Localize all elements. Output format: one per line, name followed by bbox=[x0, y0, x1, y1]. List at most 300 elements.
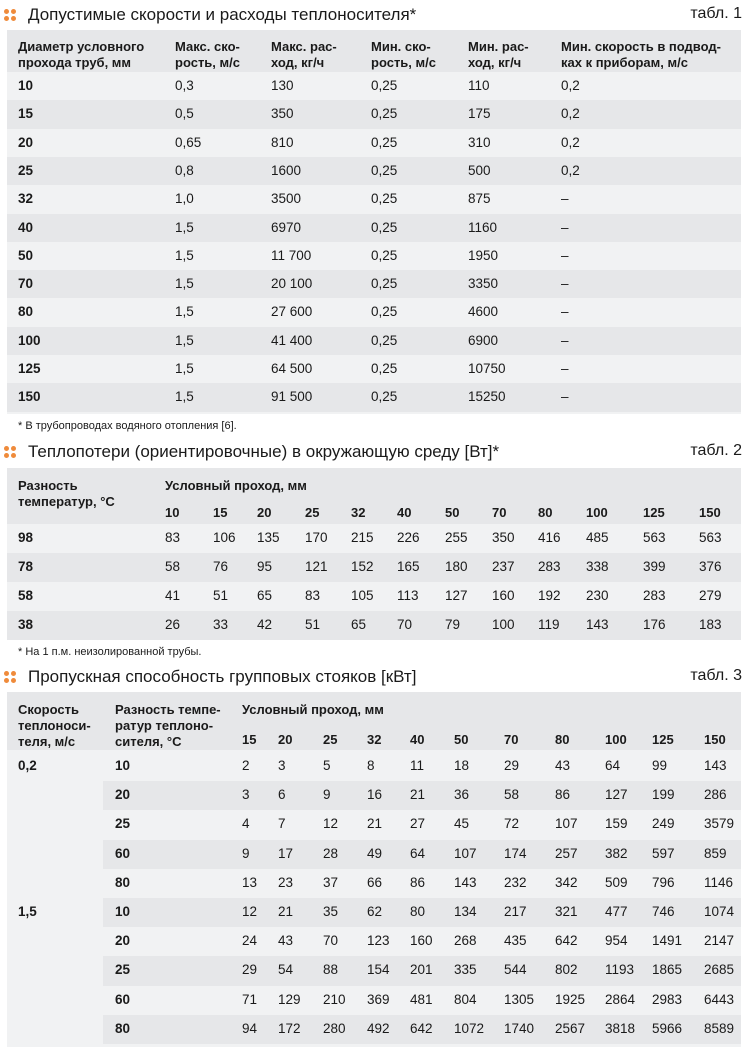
table3-cell: 16 bbox=[367, 787, 383, 803]
table1-column-header: рость, м/с bbox=[371, 55, 436, 70]
table2-cell: 65 bbox=[351, 617, 367, 632]
table1-cell: 0,25 bbox=[371, 276, 398, 292]
table3-column-header: 150 bbox=[704, 732, 726, 747]
table1-cell: 11 700 bbox=[271, 247, 312, 263]
table1-cell: – bbox=[561, 247, 569, 263]
table3-speed-header: теля, м/с bbox=[18, 734, 76, 749]
table1-cell: 20 bbox=[18, 134, 34, 150]
table3-cell: 29 bbox=[242, 962, 258, 978]
table2-cell: 58 bbox=[165, 559, 181, 574]
table2-cell: 350 bbox=[492, 530, 515, 545]
table3-cell: 43 bbox=[555, 758, 571, 773]
table3-cell: 6 bbox=[278, 787, 286, 803]
table1-cell: – bbox=[561, 361, 569, 376]
table3-cell: 746 bbox=[652, 904, 675, 919]
table3-cell: 86 bbox=[555, 787, 571, 803]
table2-cell: 26 bbox=[165, 617, 181, 632]
table3-cell: 143 bbox=[454, 874, 477, 890]
table3-cell: 159 bbox=[605, 816, 628, 832]
table1 bbox=[7, 30, 741, 414]
table1-cell: 15250 bbox=[468, 389, 506, 405]
table3-cell: 27 bbox=[410, 816, 426, 832]
table1-cell: 1160 bbox=[468, 219, 498, 235]
table3-column-header: 125 bbox=[652, 732, 674, 747]
table2-cell: 83 bbox=[165, 530, 181, 545]
table3-cell: 43 bbox=[278, 933, 294, 949]
table3-cell: 804 bbox=[454, 991, 477, 1007]
table3-cell: 2685 bbox=[704, 962, 735, 978]
table3 bbox=[7, 692, 741, 1047]
table2-column-header: 20 bbox=[257, 505, 272, 520]
table2-cell: 79 bbox=[445, 617, 461, 632]
table3-cell: 321 bbox=[555, 904, 578, 919]
table1-cell: – bbox=[561, 276, 569, 292]
table3-dt-value: 25 bbox=[115, 816, 131, 832]
table1-cell: 0,25 bbox=[371, 332, 398, 348]
table1-cell: 0,8 bbox=[175, 162, 194, 178]
table3-column-header: 70 bbox=[504, 732, 519, 747]
table3-cell: 88 bbox=[323, 962, 339, 978]
table2-column-header: 40 bbox=[397, 505, 412, 520]
table2-footnote: * На 1 п.м. неизолированной трубы. bbox=[18, 646, 202, 658]
table3-cell: 3579 bbox=[704, 816, 735, 832]
table3-cell: 954 bbox=[605, 933, 628, 949]
table3-cell: 21 bbox=[278, 904, 294, 919]
table3-cell: 1925 bbox=[555, 991, 586, 1007]
table1-cell: – bbox=[561, 219, 569, 235]
table3-cell: 70 bbox=[323, 933, 339, 949]
table2-cell: 121 bbox=[305, 559, 328, 574]
table3-cell: 80 bbox=[410, 904, 426, 919]
table3-column-header: 40 bbox=[410, 732, 425, 747]
table1-column-header: ход, кг/ч bbox=[468, 55, 522, 70]
table1-cell: 0,2 bbox=[561, 134, 580, 150]
table3-cell: 796 bbox=[652, 874, 675, 890]
table2-column-header: 25 bbox=[305, 505, 320, 520]
table1-cell: 1,5 bbox=[175, 247, 194, 263]
table1-cell: 3500 bbox=[271, 191, 302, 207]
table3-dt-value: 60 bbox=[115, 991, 131, 1007]
table3-cell: 199 bbox=[652, 787, 675, 803]
table3-cell: 3 bbox=[242, 787, 250, 803]
table1-cell: 1,5 bbox=[175, 219, 194, 235]
table3-cell: 127 bbox=[605, 787, 628, 803]
table3-cell: 62 bbox=[367, 904, 383, 919]
table1-cell: 10 bbox=[18, 78, 34, 93]
table2-row-key: 38 bbox=[18, 617, 34, 632]
table3-cell: 257 bbox=[555, 845, 578, 861]
table3-cell: 49 bbox=[367, 845, 383, 861]
table3-cell: 268 bbox=[454, 933, 477, 949]
table1-cell: 310 bbox=[468, 134, 491, 150]
table1-cell: 0,25 bbox=[371, 78, 398, 93]
table1-cell: – bbox=[561, 304, 569, 320]
table3-cell: 335 bbox=[454, 962, 477, 978]
table1-column-header: Мин. скорость в подвод- bbox=[561, 39, 721, 54]
table3-cell: 5 bbox=[323, 758, 331, 773]
table1-cell: 4600 bbox=[468, 304, 499, 320]
table3-cell: 107 bbox=[555, 816, 578, 832]
orange-dots-icon bbox=[4, 9, 18, 23]
table3-header bbox=[0, 664, 746, 690]
table2-row-key: 58 bbox=[18, 588, 34, 603]
table1-cell: 50 bbox=[18, 247, 34, 263]
table1-column-header: Мин. ско- bbox=[371, 39, 431, 54]
table1-cell: 0,2 bbox=[561, 78, 580, 93]
table2-cell: 51 bbox=[305, 617, 321, 632]
table3-dt-value: 25 bbox=[115, 962, 131, 978]
table2-cell: 135 bbox=[257, 530, 280, 545]
table2-group-header: Условный проход, мм bbox=[165, 478, 307, 493]
table3-column-header: 80 bbox=[555, 732, 570, 747]
table2-cell: 376 bbox=[699, 559, 722, 574]
table1-column-header: Мин. рас- bbox=[468, 39, 529, 54]
table3-cell: 174 bbox=[504, 845, 527, 861]
table3-dt-value: 80 bbox=[115, 874, 131, 890]
table1-cell: 40 bbox=[18, 219, 34, 235]
table3-cell: 134 bbox=[454, 904, 477, 919]
table3-dt-value: 20 bbox=[115, 787, 131, 803]
table2-cell: 226 bbox=[397, 530, 420, 545]
table1-cell: 350 bbox=[271, 106, 294, 122]
table3-cell: 143 bbox=[704, 758, 727, 773]
table2-label: табл. 2 bbox=[690, 442, 742, 459]
table2-row-band bbox=[7, 553, 741, 582]
table2-cell: 70 bbox=[397, 617, 413, 632]
table3-cell: 172 bbox=[278, 1020, 301, 1036]
table2-column-header: 70 bbox=[492, 505, 507, 520]
table2-cell: 65 bbox=[257, 588, 273, 603]
table1-cell: 80 bbox=[18, 304, 34, 320]
table3-cell: 249 bbox=[652, 816, 675, 832]
table3-cell: 1305 bbox=[504, 991, 535, 1007]
table3-cell: 8 bbox=[367, 758, 375, 773]
table1-cell: 32 bbox=[18, 191, 34, 207]
table2-row-key: 98 bbox=[18, 530, 34, 545]
table3-cell: 232 bbox=[504, 874, 527, 890]
table1-column-header: Диаметр условного bbox=[18, 39, 145, 54]
table3-cell: 342 bbox=[555, 874, 578, 890]
table2-cell: 83 bbox=[305, 588, 321, 603]
table1-column-header: ках к приборам, м/с bbox=[561, 55, 688, 70]
table3-cell: 64 bbox=[410, 845, 426, 861]
table1-cell: 1,0 bbox=[175, 191, 194, 207]
table1-cell: 150 bbox=[18, 389, 41, 405]
table3-column-header: 20 bbox=[278, 732, 293, 747]
table1-cell: 1,5 bbox=[175, 361, 194, 376]
table3-cell: 2 bbox=[242, 758, 250, 773]
table3-cell: 7 bbox=[278, 816, 286, 832]
table3-column-header: 25 bbox=[323, 732, 338, 747]
table3-cell: 21 bbox=[410, 787, 426, 803]
table1-cell: 41 400 bbox=[271, 332, 313, 348]
table2-cell: 33 bbox=[213, 617, 229, 632]
table3-dt-header: Разность темпе- bbox=[115, 702, 221, 717]
table2-column-header: 50 bbox=[445, 505, 460, 520]
table1-cell: 110 bbox=[468, 78, 490, 93]
table2-cell: 399 bbox=[643, 559, 666, 574]
table1-footnote: * В трубопроводах водяного отопления [6]. bbox=[18, 420, 237, 432]
table1-cell: 0,2 bbox=[561, 162, 580, 178]
table1-cell: 20 100 bbox=[271, 276, 313, 292]
table2-header bbox=[0, 439, 746, 465]
table3-cell: 58 bbox=[504, 787, 520, 803]
table3-cell: 129 bbox=[278, 991, 301, 1007]
table2-column-header: 10 bbox=[165, 505, 180, 520]
table2-cell: 113 bbox=[397, 588, 419, 603]
table3-dt-value: 10 bbox=[115, 758, 131, 773]
table2-cell: 215 bbox=[351, 530, 374, 545]
table1-cell: 1,5 bbox=[175, 276, 194, 292]
table1-cell: 0,25 bbox=[371, 389, 398, 405]
table3-cell: 11 bbox=[410, 758, 425, 773]
table3-cell: 13 bbox=[242, 874, 258, 890]
table3-cell: 123 bbox=[367, 933, 390, 949]
table1-cell: 0,25 bbox=[371, 106, 398, 122]
table3-cell: 72 bbox=[504, 816, 520, 832]
table3-cell: 217 bbox=[504, 904, 527, 919]
table3-cell: 544 bbox=[504, 962, 527, 978]
table3-cell: 210 bbox=[323, 991, 346, 1007]
table2-row-band bbox=[7, 611, 741, 640]
table2-cell: 485 bbox=[586, 530, 609, 545]
table1-cell: 130 bbox=[271, 78, 294, 93]
table3-cell: 369 bbox=[367, 991, 390, 1007]
table3-column-header: 100 bbox=[605, 732, 627, 747]
table3-cell: 23 bbox=[278, 874, 294, 890]
table1-cell: – bbox=[561, 389, 569, 405]
table3-dt-value: 20 bbox=[115, 933, 131, 949]
table1-cell: 1,5 bbox=[175, 304, 194, 320]
table3-group-header: Условный проход, мм bbox=[242, 702, 384, 717]
table3-cell: 642 bbox=[410, 1020, 433, 1036]
table3-cell: 1146 bbox=[704, 874, 734, 890]
table3-speed-header: теплоноси- bbox=[18, 718, 91, 733]
table1-cell: 0,3 bbox=[175, 78, 194, 93]
table1-column-header: ход, кг/ч bbox=[271, 55, 325, 70]
table1-cell: 810 bbox=[271, 134, 294, 150]
table2-cell: 279 bbox=[699, 588, 722, 603]
table3-cell: 160 bbox=[410, 933, 433, 949]
table3-dt-value: 60 bbox=[115, 845, 131, 861]
table3-cell: 1193 bbox=[605, 962, 635, 978]
table3-cell: 45 bbox=[454, 816, 470, 832]
table2-cell: 127 bbox=[445, 588, 468, 603]
table2-row-header: температур, °С bbox=[18, 494, 115, 509]
table1-column-header: Макс. ско- bbox=[175, 39, 240, 54]
table3-cell: 481 bbox=[410, 991, 433, 1007]
table1-label: табл. 1 bbox=[690, 5, 742, 22]
table2-cell: 180 bbox=[445, 559, 468, 574]
table3-cell: 492 bbox=[367, 1020, 390, 1036]
table3-cell: 54 bbox=[278, 962, 294, 978]
table3-dt-header: сителя, °С bbox=[115, 734, 182, 749]
table1-cell: 1950 bbox=[468, 247, 499, 263]
table3-cell: 17 bbox=[278, 845, 294, 861]
table3-cell: 4 bbox=[242, 816, 250, 832]
table2-title: Теплопотери (ориентировочные) в окружающую среду [Вт]* bbox=[28, 442, 500, 461]
table1-header bbox=[0, 2, 746, 28]
table3-cell: 66 bbox=[367, 874, 383, 890]
table3-cell: 37 bbox=[323, 874, 339, 890]
table3-dt-value: 80 bbox=[115, 1020, 131, 1036]
table3-cell: 642 bbox=[555, 933, 578, 949]
table3-cell: 802 bbox=[555, 962, 578, 978]
table2-cell: 255 bbox=[445, 530, 468, 545]
table2-cell: 183 bbox=[699, 617, 722, 632]
table3-cell: 154 bbox=[367, 962, 390, 978]
table3-speed-header: Скорость bbox=[18, 702, 79, 717]
table3-dt-value: 10 bbox=[115, 904, 131, 919]
table2-cell: 237 bbox=[492, 559, 515, 574]
table2-column-header: 15 bbox=[213, 505, 228, 520]
table2-column-header: 125 bbox=[643, 505, 665, 520]
table3-column-header: 50 bbox=[454, 732, 469, 747]
table3-title: Пропускная способность групповых стояков [кВт] bbox=[28, 667, 417, 686]
table2-cell: 95 bbox=[257, 559, 273, 574]
table2-row-header: Разность bbox=[18, 478, 78, 493]
table3-cell: 509 bbox=[605, 874, 628, 890]
table3-column-header: 32 bbox=[367, 732, 382, 747]
table3-cell: 477 bbox=[605, 904, 628, 919]
table2-cell: 230 bbox=[586, 588, 609, 603]
table3-cell: 18 bbox=[454, 758, 470, 773]
table1-column-header: Макс. рас- bbox=[271, 39, 337, 54]
table2-cell: 338 bbox=[586, 559, 609, 574]
table2-cell: 283 bbox=[538, 559, 561, 574]
table2-cell: 51 bbox=[213, 588, 229, 603]
table1-cell: 0,25 bbox=[371, 304, 398, 320]
table1-cell: – bbox=[561, 332, 569, 348]
table1-cell: 875 bbox=[468, 191, 491, 207]
table1-column-header: прохода труб, мм bbox=[18, 55, 132, 70]
table3-cell: 3 bbox=[278, 758, 286, 773]
table2 bbox=[7, 468, 741, 640]
table1-cell: 175 bbox=[468, 106, 491, 122]
table2-cell: 106 bbox=[213, 530, 236, 545]
table2-column-header: 32 bbox=[351, 505, 366, 520]
table1-cell: – bbox=[561, 191, 569, 207]
table2-cell: 192 bbox=[538, 588, 561, 603]
table2-cell: 41 bbox=[165, 588, 181, 603]
table1-cell: 0,65 bbox=[175, 134, 202, 150]
table3-cell: 36 bbox=[454, 787, 470, 803]
table1-cell: 125 bbox=[18, 361, 41, 376]
table2-cell: 143 bbox=[586, 617, 609, 632]
table2-cell: 100 bbox=[492, 617, 515, 632]
table1-cell: 0,25 bbox=[371, 134, 398, 150]
table1-cell: 6900 bbox=[468, 332, 499, 348]
table1-cell: 0,25 bbox=[371, 247, 398, 263]
table1-cell: 0,25 bbox=[371, 191, 398, 207]
table1-cell: 10750 bbox=[468, 361, 506, 376]
table3-cell: 3818 bbox=[605, 1020, 636, 1036]
table3-cell: 5966 bbox=[652, 1020, 683, 1036]
table3-cell: 107 bbox=[454, 845, 477, 861]
table3-cell: 99 bbox=[652, 758, 668, 773]
table3-cell: 2983 bbox=[652, 991, 683, 1007]
orange-dots-icon bbox=[4, 671, 18, 685]
table3-cell: 1491 bbox=[652, 933, 683, 949]
table3-cell: 286 bbox=[704, 787, 727, 803]
table3-cell: 9 bbox=[323, 787, 331, 803]
table3-cell: 12 bbox=[242, 904, 258, 919]
table3-cell: 35 bbox=[323, 904, 339, 919]
table3-cell: 29 bbox=[504, 758, 520, 773]
table1-cell: 70 bbox=[18, 276, 34, 292]
table3-column-header: 15 bbox=[242, 732, 257, 747]
table3-dt-header: ратур теплоно- bbox=[115, 718, 214, 733]
table2-cell: 152 bbox=[351, 559, 374, 574]
table1-cell: 1600 bbox=[271, 162, 302, 178]
table3-cell: 21 bbox=[367, 816, 383, 832]
table2-cell: 563 bbox=[699, 530, 722, 545]
table1-cell: 1,5 bbox=[175, 389, 194, 405]
table1-cell: 100 bbox=[18, 332, 41, 348]
table2-cell: 416 bbox=[538, 530, 561, 545]
table2-column-header: 150 bbox=[699, 505, 721, 520]
table2-row-key: 78 bbox=[18, 559, 34, 574]
table2-cell: 76 bbox=[213, 559, 229, 574]
table1-cell: 91 500 bbox=[271, 389, 313, 405]
table2-cell: 170 bbox=[305, 530, 328, 545]
table1-cell: 27 600 bbox=[271, 304, 313, 320]
table3-cell: 1074 bbox=[704, 904, 735, 919]
table3-cell: 28 bbox=[323, 845, 339, 861]
table3-cell: 6443 bbox=[704, 991, 735, 1007]
table1-cell: 64 500 bbox=[271, 361, 313, 376]
table1-column-header: рость, м/с bbox=[175, 55, 240, 70]
table1-cell: 0,2 bbox=[561, 106, 580, 122]
table2-head-band bbox=[7, 468, 741, 524]
table2-cell: 105 bbox=[351, 588, 374, 603]
table3-cell: 24 bbox=[242, 933, 258, 949]
table1-cell: 1,5 bbox=[175, 332, 194, 348]
table3-cell: 859 bbox=[704, 845, 727, 861]
table3-label: табл. 3 bbox=[690, 667, 742, 684]
table3-cell: 8589 bbox=[704, 1020, 735, 1036]
table1-cell: 25 bbox=[18, 162, 34, 178]
table3-cell: 64 bbox=[605, 758, 621, 773]
table1-cell: 0,25 bbox=[371, 361, 398, 376]
table3-cell: 1072 bbox=[454, 1020, 485, 1036]
table2-column-header: 100 bbox=[586, 505, 608, 520]
table3-cell: 2567 bbox=[555, 1020, 586, 1036]
table3-cell: 94 bbox=[242, 1020, 258, 1036]
table3-cell: 280 bbox=[323, 1020, 346, 1036]
table2-column-header: 80 bbox=[538, 505, 553, 520]
table1-title: Допустимые скорости и расходы теплоносителя* bbox=[28, 5, 417, 24]
table3-speed-value: 0,2 bbox=[18, 758, 37, 773]
table3-speed-value: 1,5 bbox=[18, 904, 37, 919]
table2-cell: 160 bbox=[492, 588, 515, 603]
table2-cell: 176 bbox=[643, 617, 666, 632]
table1-cell: 0,25 bbox=[371, 219, 398, 235]
table2-cell: 563 bbox=[643, 530, 666, 545]
table1-cell: 3350 bbox=[468, 276, 499, 292]
table1-cell: 0,25 bbox=[371, 162, 398, 178]
table1-cell: 15 bbox=[18, 106, 34, 122]
table2-cell: 283 bbox=[643, 588, 666, 603]
table2-cell: 119 bbox=[538, 617, 560, 632]
table3-cell: 382 bbox=[605, 845, 628, 861]
table3-cell: 9 bbox=[242, 845, 250, 861]
table3-cell: 435 bbox=[504, 933, 527, 949]
table1-cell: 500 bbox=[468, 162, 491, 178]
table1-cell: 0,5 bbox=[175, 106, 194, 122]
table2-cell: 42 bbox=[257, 617, 273, 632]
table3-cell: 597 bbox=[652, 845, 675, 861]
